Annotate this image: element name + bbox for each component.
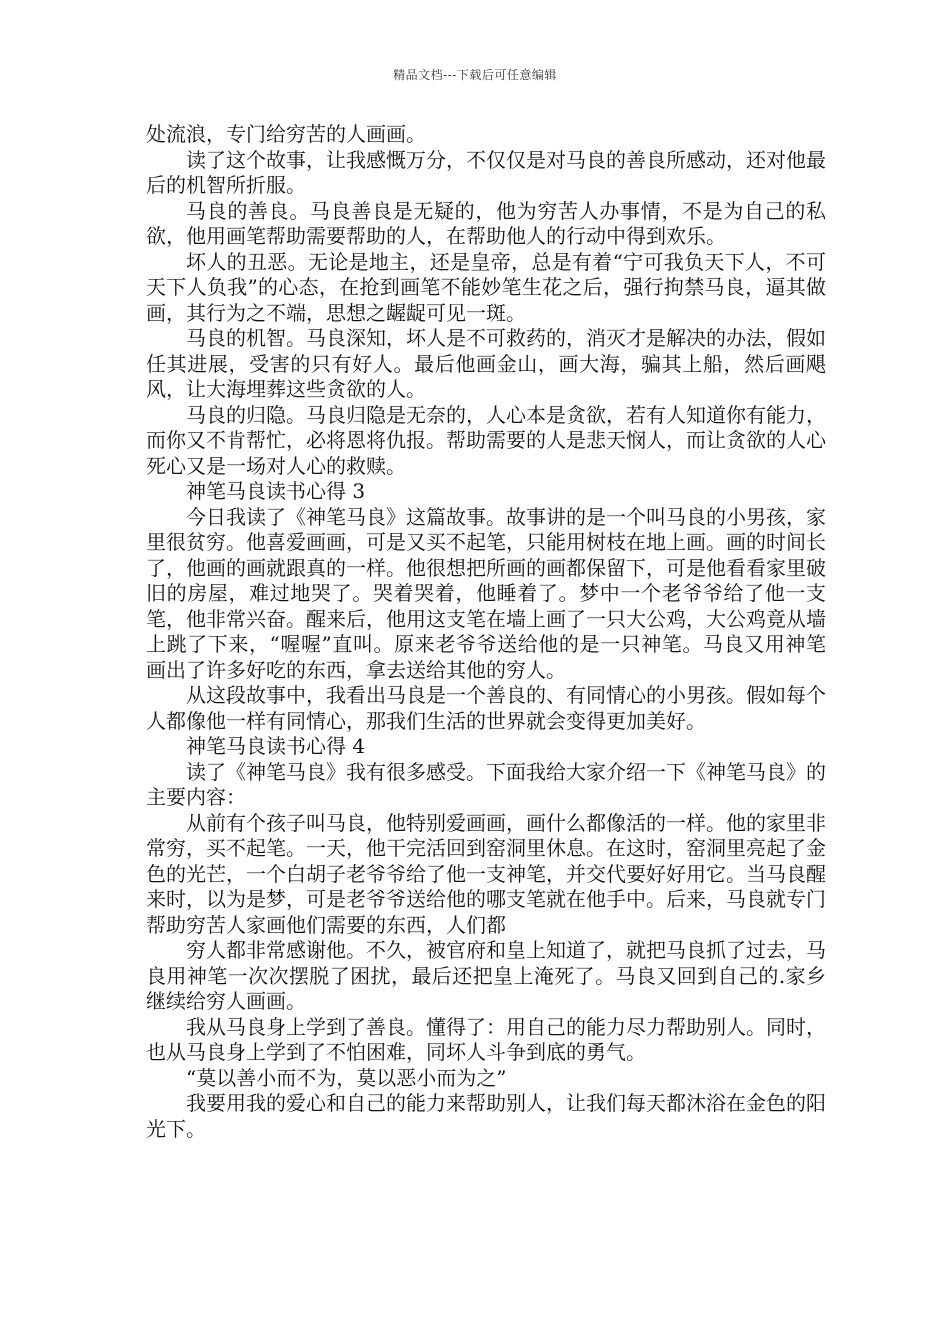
paragraph: 我从马良身上学到了善良。懂得了：用自己的能力尽力帮助别人。同时，也从马良身上学到了不怕困难，同坏人斗争到底的勇气。 xyxy=(146,1014,826,1064)
paragraph: 马良的机智。马良深知，坏人是不可救药的，消灭才是解决的办法，假如任其进展，受害的只有好人。最后他画金山，画大海，骗其上船，然后画飓风，让大海埋葬这些贪欲的人。 xyxy=(146,326,826,401)
quote-paragraph: “莫以善小而不为，莫以恶小而为之” xyxy=(186,1065,507,1090)
paragraph: 处流浪，专门给穷苦的人画画。 xyxy=(146,122,426,146)
paragraph: 今日我读了《神笔马良》这篇故事。故事讲的是一个叫马良的小男孩，家里很贫穷。他喜爱画画，可是又买不起笔，只能用树枝在地上画。画的时间长了，他画的画就跟真的一样。他很想把所画的画都保留下，可是他看看家里破旧的房屋，难过地哭了。哭着哭着，他睡着了。梦中一个老爷爷给了他一支笔，他非常兴奋。醒来后，他用这支笔在墙上画了一只大公鸡，大公鸡竟从墙上跳了下来，“喔喔”直叫。原来老爷爷送给他的是一只神笔。马良又用神笔画出了许多好吃的东西，拿去送给其他的穷人。 xyxy=(146,504,826,682)
paragraph: 马良的归隐。马良归隐是无奈的，人心本是贪欲，若有人知道你有能力，而你又不肯帮忙，必将恩将仇报。帮助需要的人是悲天悯人，而让贪欲的人心死心又是一场对人心的救赎。 xyxy=(146,402,826,478)
paragraph: 从这段故事中，我看出马良是一个善良的、有同情心的小男孩。假如每个人都像他一样有同情心，那我们生活的世界就会变得更加美好。 xyxy=(146,683,826,733)
paragraph: 穷人都非常感谢他。不久，被官府和皇上知道了，就把马良抓了过去，马良用神笔一次次摆脱了困扰，最后还把皇上淹死了。马良又回到自己的.家乡继续给穷人画画。 xyxy=(146,938,826,1013)
paragraph: 读了这个故事，让我感慨万分，不仅仅是对马良的善良所感动，还对他最后的机智所折服。 xyxy=(146,147,826,197)
paragraph: 读了《神笔马良》我有很多感受。下面我给大家介绍一下《神笔马良》的主要内容： xyxy=(146,759,826,809)
section-heading: 神笔马良读书心得 3 xyxy=(186,479,366,503)
paragraph: 我要用我的爱心和自己的能力来帮助别人，让我们每天都沐浴在金色的阳光下。 xyxy=(146,1091,826,1141)
section-heading: 神笔马良读书心得 4 xyxy=(186,734,366,758)
document-body xyxy=(146,122,826,1142)
paragraph: 从前有个孩子叫马良，他特别爱画画，画什么都像活的一样。他的家里非常穷，买不起笔。一天，他干完活回到窑洞里休息。在这时，窑洞里亮起了金色的光芒，一个白胡子老爷爷给了他一支神笔，并交代要好好用它。当马良醒来时，以为是梦，可是老爷爷送给他的哪支笔就在他手中。后来，马良就专门帮助穷苦人家画他们需要的东西，人们都 xyxy=(146,810,826,937)
page-header: 精品文档---下载后可任意编辑 xyxy=(393,68,557,82)
paragraph: 马良的善良。马良善良是无疑的，他为穷苦人办事情，不是为自己的私欲，他用画笔帮助需要帮助的人，在帮助他人的行动中得到欢乐。 xyxy=(146,198,826,248)
paragraph: 坏人的丑恶。无论是地主，还是皇帝，总是有着“宁可我负天下人，不可天下人负我”的心态，在抢到画笔不能妙笔生花之后，强行拘禁马良，逼其做画，其行为之不端，思想之龌龊可见一斑。 xyxy=(146,249,826,325)
